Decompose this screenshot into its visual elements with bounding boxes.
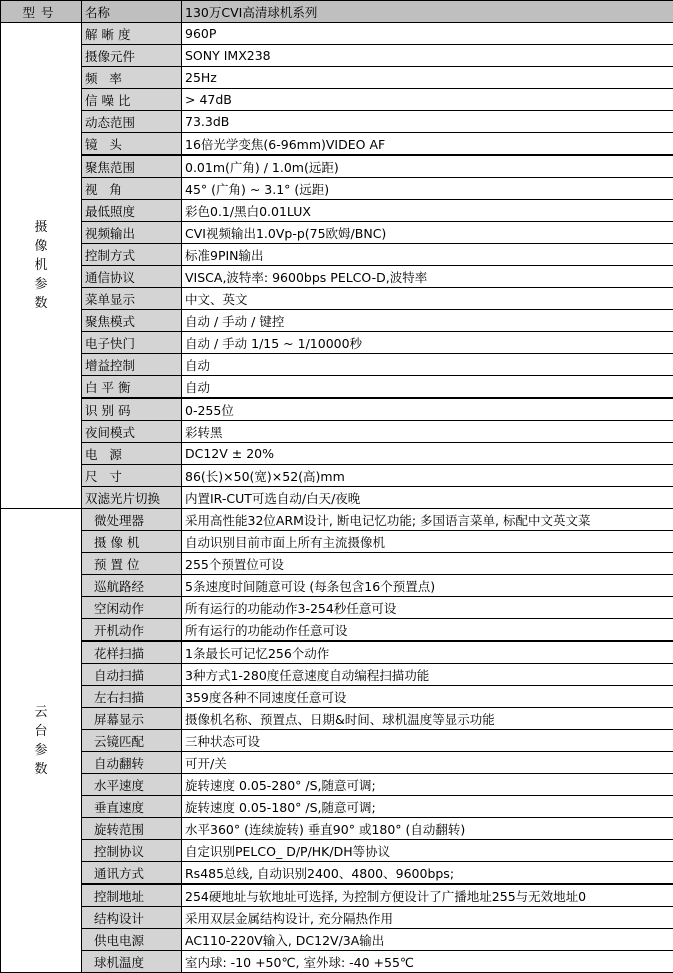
camera-param-value: 彩色0.1/黑白0.01LUX — [182, 200, 673, 222]
camera-row — [1, 376, 673, 399]
gimbal-param-value: 1条最长可记忆256个动作 — [182, 641, 673, 664]
camera-param-value: 自动 / 手动 1/15 ~ 1/10000秒 — [182, 332, 673, 354]
camera-param-name: 摄像元件 — [82, 45, 182, 67]
camera-param-name: 识 别 码 — [82, 398, 182, 421]
gimbal-param-value: 采用双层金属结构设计, 充分隔热作用 — [182, 907, 673, 929]
camera-param-name: 双滤光片切换 — [82, 487, 182, 509]
gimbal-row — [1, 597, 673, 619]
gimbal-row — [1, 619, 673, 642]
gimbal-param-name: 预 置 位 — [82, 553, 182, 575]
camera-param-name: 聚焦模式 — [82, 310, 182, 332]
header-series: 130万CVI高清球机系列 — [182, 1, 673, 23]
gimbal-param-name: 供电电源 — [82, 929, 182, 951]
camera-row — [1, 443, 673, 465]
camera-param-name: 菜单显示 — [82, 288, 182, 310]
gimbal-row — [1, 907, 673, 929]
camera-param-value: 内置IR-CUT可选自动/白天/夜晚 — [182, 487, 673, 509]
camera-param-value: CVI视频输出1.0Vp-p(75欧姆/BNC) — [182, 222, 673, 244]
camera-param-value: 自动 / 手动 / 键控 — [182, 310, 673, 332]
gimbal-row — [1, 951, 673, 973]
gimbal-param-value: 旋转速度 0.05-280° /S,随意可调; — [182, 774, 673, 796]
gimbal-param-name: 巡航路经 — [82, 575, 182, 597]
camera-param-value: 86(长)×50(宽)×52(高)mm — [182, 465, 673, 487]
gimbal-row — [1, 641, 673, 664]
camera-param-value: 标准9PIN输出 — [182, 244, 673, 266]
gimbal-row — [1, 840, 673, 862]
gimbal-param-name: 屏幕显示 — [82, 708, 182, 730]
camera-group-label-text: 摄像机参数 — [34, 218, 48, 313]
gimbal-row — [1, 686, 673, 708]
camera-row — [1, 67, 673, 89]
camera-row — [1, 178, 673, 200]
gimbal-row — [1, 862, 673, 885]
gimbal-param-name: 花样扫描 — [82, 641, 182, 664]
camera-param-value: 自动 — [182, 376, 673, 399]
gimbal-param-value: 摄像机名称、预置点、日期&时间、球机温度等显示功能 — [182, 708, 673, 730]
gimbal-param-value: 254硬地址与软地址可选择, 为控制方便设计了广播地址255与无效地址0 — [182, 884, 673, 907]
gimbal-param-name: 控制地址 — [82, 884, 182, 907]
gimbal-row — [1, 708, 673, 730]
gimbal-param-value: Rs485总线, 自动识别2400、4800、9600bps; — [182, 862, 673, 885]
camera-row — [1, 200, 673, 222]
gimbal-param-value: 旋转速度 0.05-180° /S,随意可调; — [182, 796, 673, 818]
gimbal-row — [1, 796, 673, 818]
camera-param-name: 白 平 衡 — [82, 376, 182, 399]
camera-param-value: 0.01m(广角) / 1.0m(远距) — [182, 155, 673, 178]
camera-row — [1, 398, 673, 421]
camera-param-value: 自动 — [182, 354, 673, 376]
camera-param-value: 960P — [182, 23, 673, 45]
gimbal-row — [1, 553, 673, 575]
header-name: 名称 — [82, 1, 182, 23]
camera-param-name: 夜间模式 — [82, 421, 182, 443]
gimbal-param-value: 三种状态可设 — [182, 730, 673, 752]
camera-param-value: 73.3dB — [182, 111, 673, 133]
camera-param-name: 通信协议 — [82, 266, 182, 288]
camera-param-value: 中文、英文 — [182, 288, 673, 310]
gimbal-param-name: 空闲动作 — [82, 597, 182, 619]
gimbal-param-name: 通讯方式 — [82, 862, 182, 885]
camera-param-name: 增益控制 — [82, 354, 182, 376]
camera-row — [1, 421, 673, 443]
gimbal-param-name: 微处理器 — [82, 509, 182, 531]
gimbal-group-label — [1, 509, 82, 973]
camera-row — [1, 45, 673, 67]
gimbal-param-name: 云镜匹配 — [82, 730, 182, 752]
gimbal-param-name: 自动扫描 — [82, 664, 182, 686]
gimbal-param-value: 255个预置位可设 — [182, 553, 673, 575]
gimbal-row — [1, 884, 673, 907]
gimbal-row — [1, 818, 673, 840]
camera-row — [1, 222, 673, 244]
gimbal-param-value: 可开/关 — [182, 752, 673, 774]
gimbal-param-name: 控制协议 — [82, 840, 182, 862]
camera-param-value: VISCA,波特率: 9600bps PELCO-D,波特率 — [182, 266, 673, 288]
gimbal-param-value: 所有运行的功能动作任意可设 — [182, 619, 673, 642]
gimbal-param-name: 摄 像 机 — [82, 531, 182, 553]
camera-param-value: > 47dB — [182, 89, 673, 111]
gimbal-param-value: 5条速度时间随意可设 (每条包含16个预置点) — [182, 575, 673, 597]
camera-param-name: 视频输出 — [82, 222, 182, 244]
gimbal-row — [1, 531, 673, 553]
gimbal-param-name: 自动翻转 — [82, 752, 182, 774]
gimbal-row — [1, 752, 673, 774]
camera-row — [1, 111, 673, 133]
gimbal-param-name: 开机动作 — [82, 619, 182, 642]
header-model: 型号 — [1, 1, 82, 23]
gimbal-param-name: 结构设计 — [82, 907, 182, 929]
camera-row — [1, 244, 673, 266]
camera-row — [1, 23, 673, 45]
gimbal-row — [1, 509, 673, 531]
gimbal-row — [1, 929, 673, 951]
camera-row — [1, 266, 673, 288]
camera-param-name: 电子快门 — [82, 332, 182, 354]
camera-row — [1, 89, 673, 111]
camera-group-label — [1, 23, 82, 509]
header-row — [1, 1, 673, 23]
camera-param-name: 信 噪 比 — [82, 89, 182, 111]
gimbal-row — [1, 664, 673, 686]
camera-param-name: 动态范围 — [82, 111, 182, 133]
gimbal-param-name: 左右扫描 — [82, 686, 182, 708]
camera-row — [1, 487, 673, 509]
camera-param-name: 电 源 — [82, 443, 182, 465]
camera-param-name: 最低照度 — [82, 200, 182, 222]
camera-row — [1, 155, 673, 178]
camera-row — [1, 354, 673, 376]
camera-param-value: 彩转黑 — [182, 421, 673, 443]
camera-param-value: 45° (广角) ~ 3.1° (远距) — [182, 178, 673, 200]
camera-param-name: 聚焦范围 — [82, 155, 182, 178]
camera-param-name: 解 晰 度 — [82, 23, 182, 45]
gimbal-param-value: 室内球: -10 +50℃, 室外球: -40 +55℃ — [182, 951, 673, 973]
gimbal-row — [1, 575, 673, 597]
camera-param-value: 16倍光学变焦(6-96mm)VIDEO AF — [182, 133, 673, 156]
camera-row — [1, 465, 673, 487]
camera-param-value: 0-255位 — [182, 398, 673, 421]
camera-param-name: 控制方式 — [82, 244, 182, 266]
gimbal-param-value: 采用高性能32位ARM设计, 断电记忆功能; 多国语言菜单, 标配中文英文菜 — [182, 509, 673, 531]
gimbal-param-value: AC110-220V输入, DC12V/3A输出 — [182, 929, 673, 951]
gimbal-param-value: 359度各种不同速度任意可设 — [182, 686, 673, 708]
gimbal-group-label-text: 云台参数 — [34, 703, 48, 779]
camera-param-name: 视 角 — [82, 178, 182, 200]
gimbal-param-name: 水平速度 — [82, 774, 182, 796]
gimbal-param-name: 旋转范围 — [82, 818, 182, 840]
gimbal-row — [1, 730, 673, 752]
camera-param-name: 频 率 — [82, 67, 182, 89]
gimbal-param-name: 球机温度 — [82, 951, 182, 973]
camera-row — [1, 133, 673, 156]
camera-param-value: SONY IMX238 — [182, 45, 673, 67]
camera-param-name: 尺 寸 — [82, 465, 182, 487]
gimbal-param-value: 水平360° (连续旋转) 垂直90° 或180° (自动翻转) — [182, 818, 673, 840]
camera-param-value: DC12V ± 20% — [182, 443, 673, 465]
gimbal-param-value: 自定识别PELCO_ D/P/HK/DH等协议 — [182, 840, 673, 862]
camera-param-name: 镜 头 — [82, 133, 182, 156]
camera-row — [1, 310, 673, 332]
gimbal-param-value: 所有运行的功能动作3-254秒任意可设 — [182, 597, 673, 619]
camera-param-value: 25Hz — [182, 67, 673, 89]
gimbal-param-value: 3种方式1-280度任意速度自动编程扫描功能 — [182, 664, 673, 686]
camera-row — [1, 288, 673, 310]
gimbal-param-name: 垂直速度 — [82, 796, 182, 818]
gimbal-row — [1, 774, 673, 796]
camera-row — [1, 332, 673, 354]
gimbal-param-value: 自动识别目前市面上所有主流摄像机 — [182, 531, 673, 553]
